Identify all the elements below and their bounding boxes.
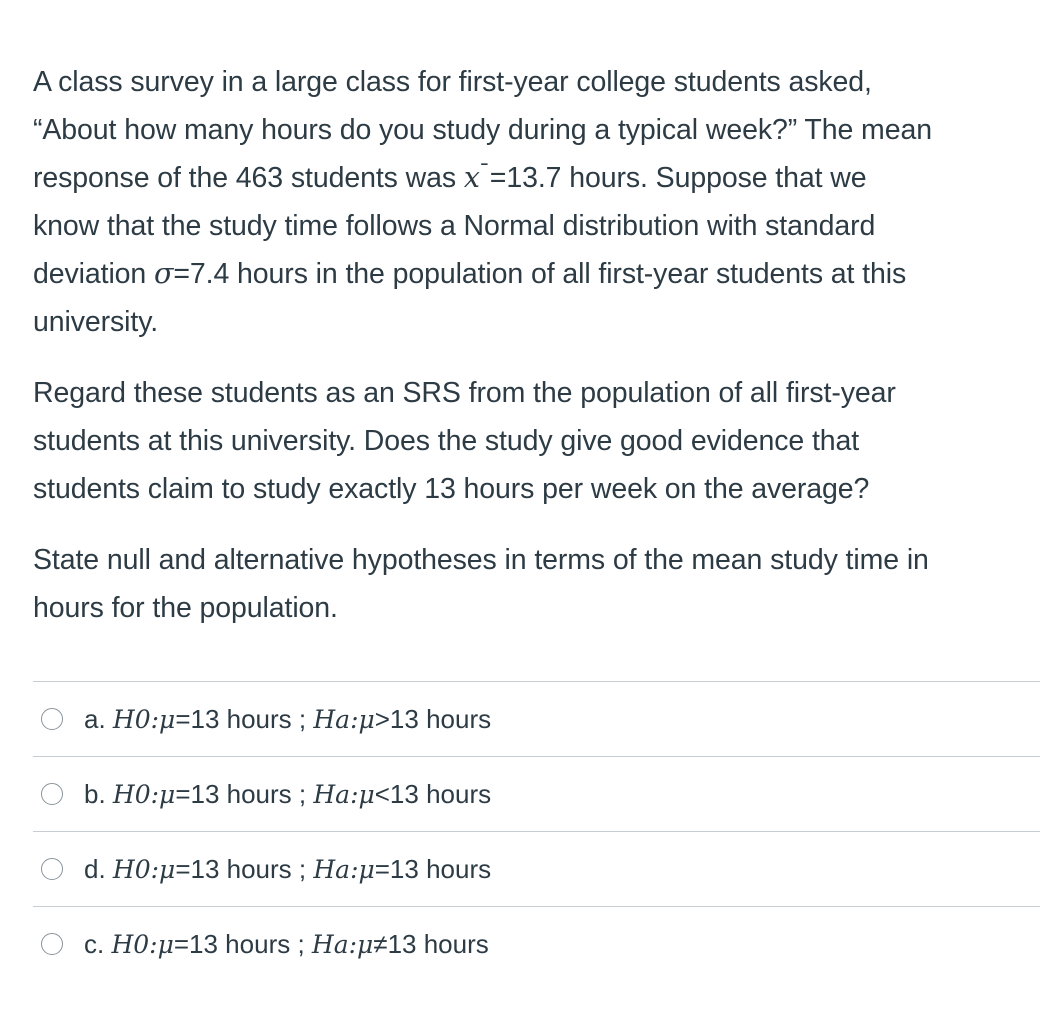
alt-hypothesis-value: >13 hours xyxy=(374,703,492,734)
alt-hypothesis-symbol: Ha:μ xyxy=(313,854,375,884)
null-hypothesis-symbol: H0:μ xyxy=(111,929,174,959)
null-hypothesis-value: =13 hours ; xyxy=(175,703,314,734)
alt-hypothesis-value: <13 hours xyxy=(374,778,492,809)
answer-label[interactable] xyxy=(84,929,489,960)
question-line: hours for the population. xyxy=(33,592,338,624)
question-line: response of the 463 students was xyxy=(33,162,464,194)
null-hypothesis-value: =13 hours ; xyxy=(175,778,314,809)
question-line: Regard these students as an SRS from the population of all first-year xyxy=(33,377,896,409)
answer-option-a[interactable] xyxy=(33,681,1040,756)
answer-label[interactable] xyxy=(84,779,491,810)
radio-button[interactable] xyxy=(41,708,63,730)
null-hypothesis-value: =13 hours ; xyxy=(173,928,312,959)
answer-label[interactable] xyxy=(84,704,491,735)
answer-option-d[interactable] xyxy=(33,831,1040,906)
radio-button[interactable] xyxy=(41,933,63,955)
answer-list xyxy=(33,681,1040,981)
alt-hypothesis-symbol: Ha:μ xyxy=(313,704,375,734)
alt-hypothesis-symbol: Ha:μ xyxy=(311,929,374,959)
alt-hypothesis-symbol: Ha:μ xyxy=(313,779,375,809)
answer-letter: d. xyxy=(84,853,106,884)
question-paragraph-3 xyxy=(33,536,1043,632)
answer-letter: c. xyxy=(84,928,105,959)
question-paragraph-2 xyxy=(33,369,1043,513)
answer-label[interactable] xyxy=(84,854,491,885)
radio-button[interactable] xyxy=(41,858,63,880)
null-hypothesis-symbol: H0:μ xyxy=(112,704,176,734)
question-line: =7.4 hours in the population of all first-year students at this xyxy=(173,258,907,290)
null-hypothesis-value: =13 hours ; xyxy=(175,853,314,884)
question-line: university. xyxy=(33,306,159,338)
sigma-symbol: σ xyxy=(154,257,174,290)
null-hypothesis-symbol: H0:μ xyxy=(112,779,176,809)
question-line: =13.7 hours. Suppose that we xyxy=(489,162,867,194)
question-text xyxy=(33,58,1043,655)
question-line: State null and alternative hypotheses in terms of the mean study time in xyxy=(33,544,929,576)
answer-option-b[interactable] xyxy=(33,756,1040,831)
question-line: students claim to study exactly 13 hours per week on the average? xyxy=(33,473,870,505)
question-line: know that the study time follows a Normal distribution with standard xyxy=(33,210,876,242)
question-paragraph-1 xyxy=(33,58,1043,346)
xbar-symbol: x ¯ xyxy=(463,161,490,194)
question-line: “About how many hours do you study during a typical week?” The mean xyxy=(33,114,932,146)
answer-letter: a. xyxy=(84,703,106,734)
question-line: students at this university. Does the study give good evidence that xyxy=(33,425,860,457)
alt-hypothesis-value: =13 hours xyxy=(374,853,492,884)
answer-letter: b. xyxy=(84,778,106,809)
question-line: A class survey in a large class for first-year college students asked, xyxy=(33,66,872,98)
alt-hypothesis-value: ≠13 hours xyxy=(373,928,489,959)
radio-button[interactable] xyxy=(41,783,63,805)
answer-option-c[interactable] xyxy=(33,906,1040,981)
null-hypothesis-symbol: H0:μ xyxy=(112,854,176,884)
question-line: deviation xyxy=(33,258,155,290)
